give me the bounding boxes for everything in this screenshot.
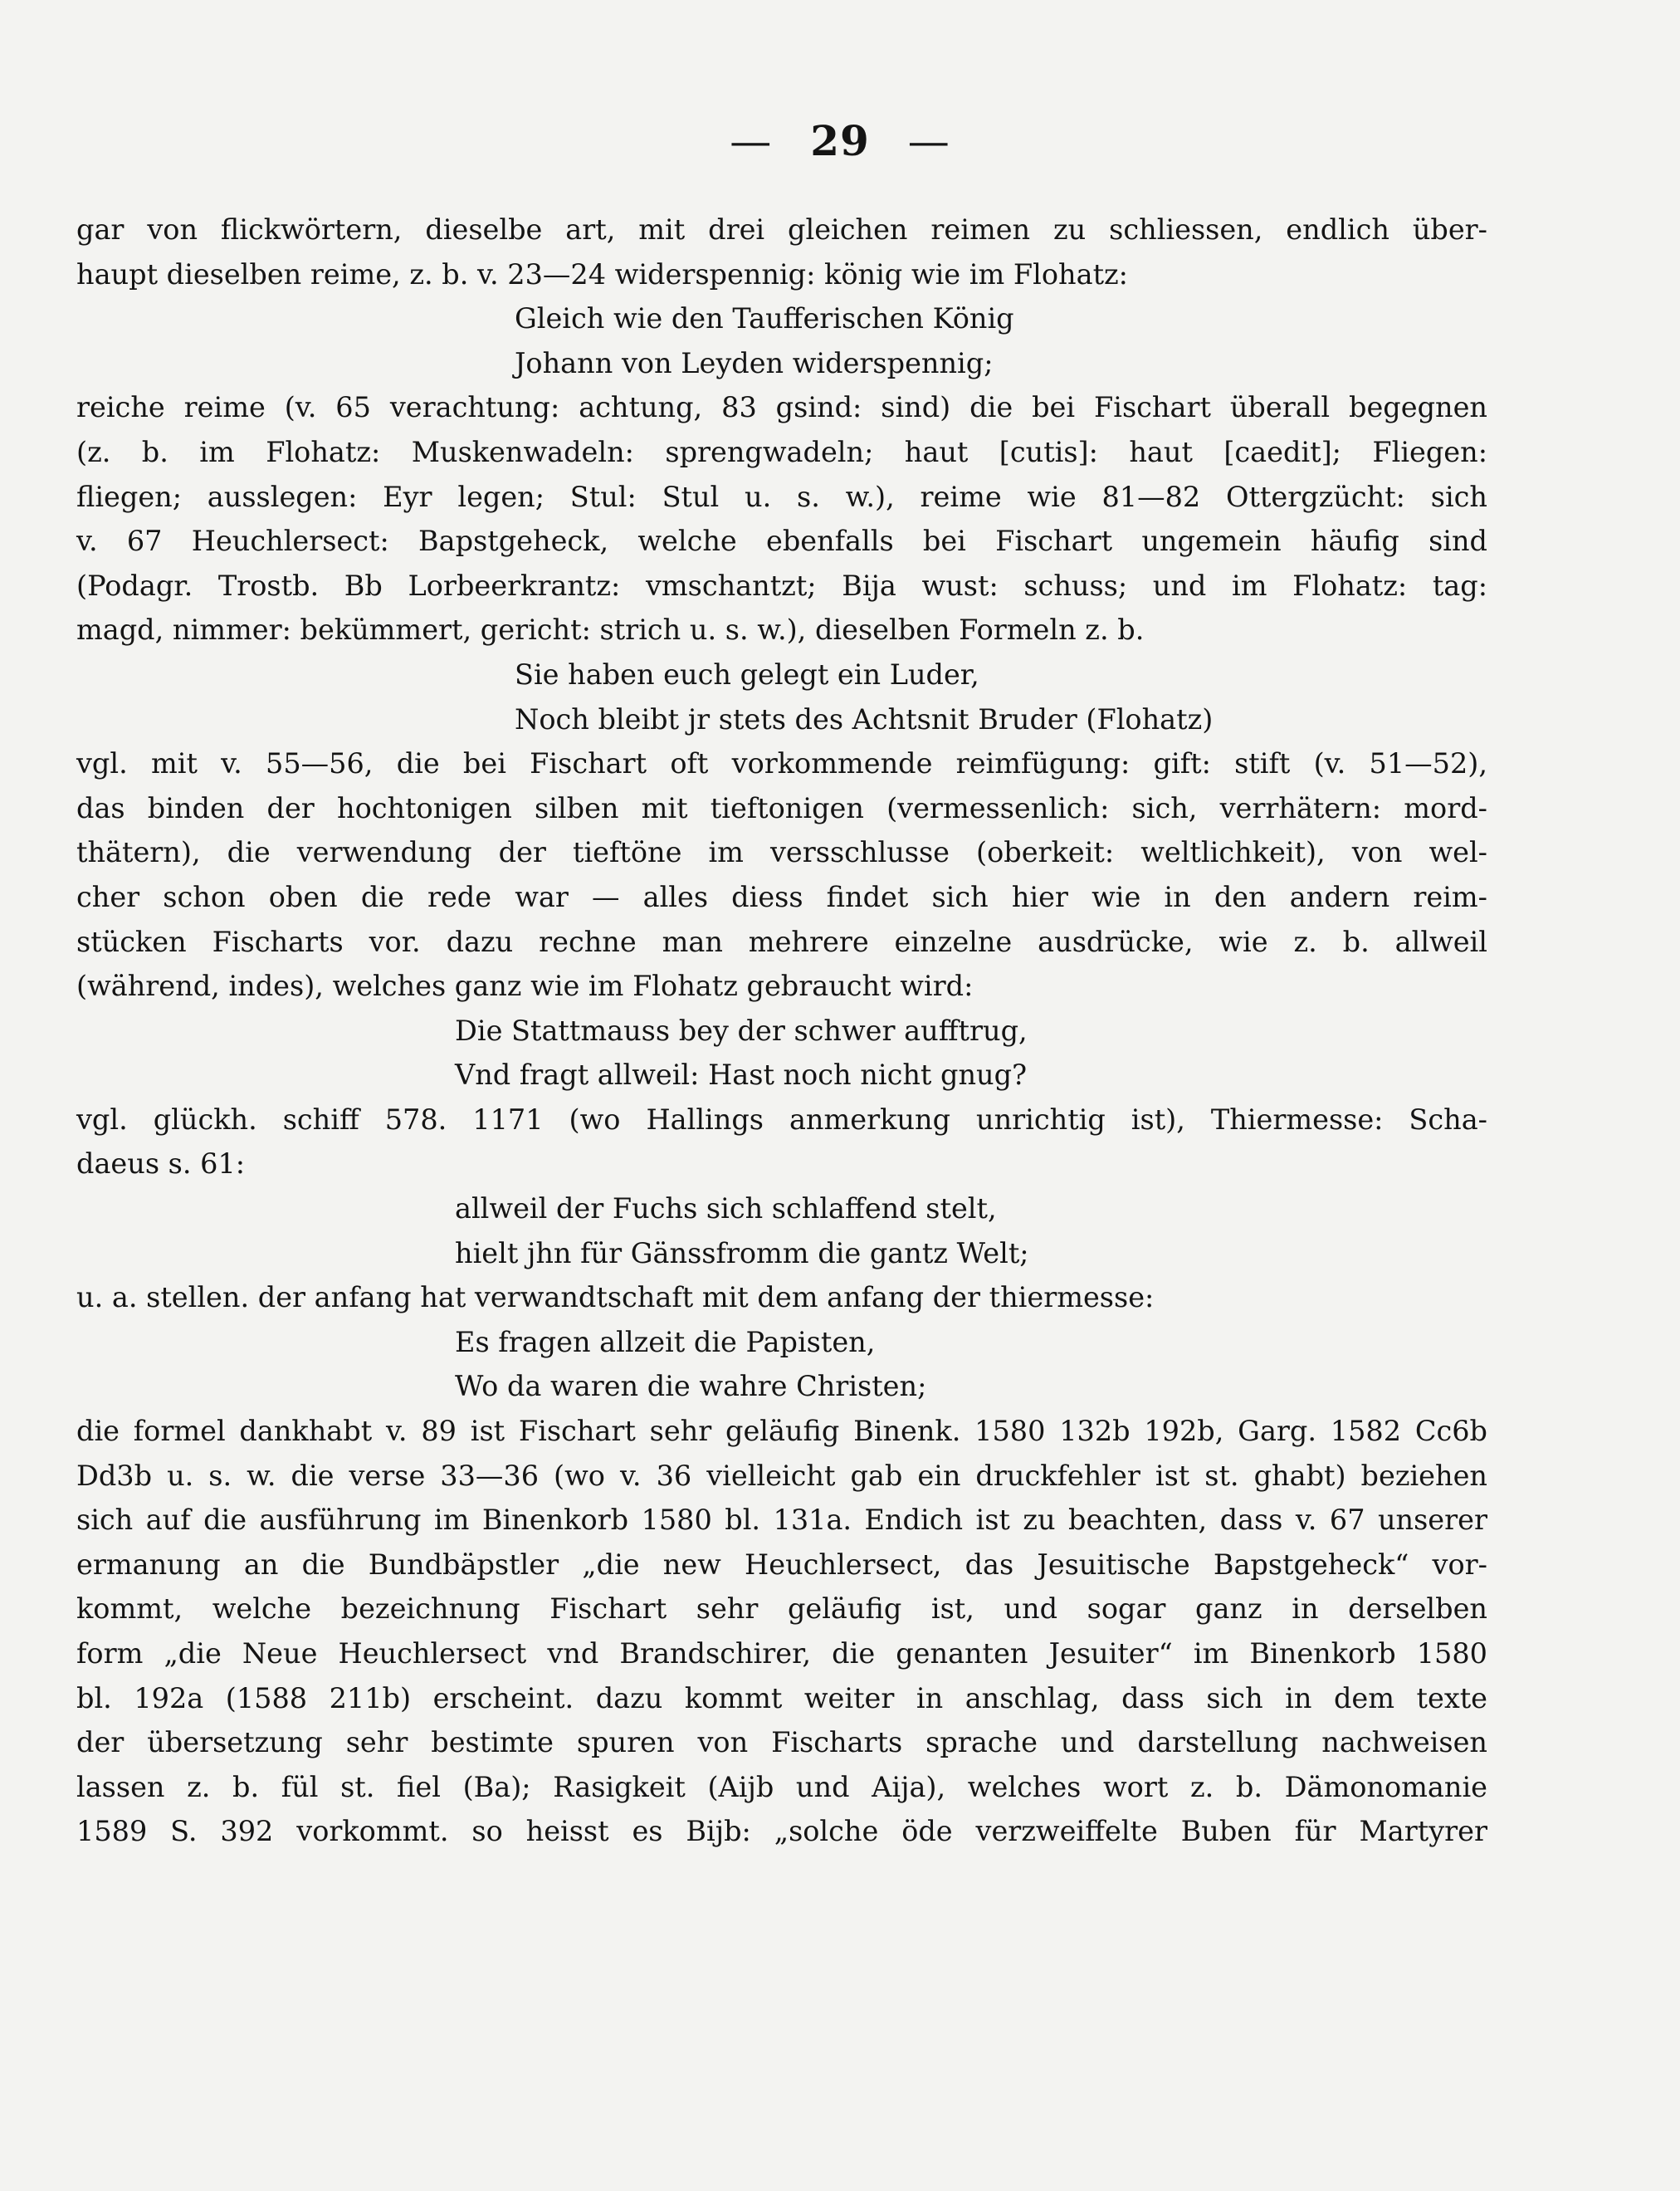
text-line: stücken Fischarts vor. dazu rechne man mehrere einzelne ausdrücke, wie z. b. allweil <box>76 925 1487 958</box>
text-line: sich auf die ausführung im Binenkorb 1580 bl. 131a. Endich ist zu beachten, dass v. 67 unserer <box>76 1504 1487 1537</box>
text-line: Dd3b u. s. w. die verse 33—36 (wo v. 36 vielleicht gab ein druckfehler ist st. ghabt) beziehen <box>76 1459 1487 1492</box>
body-text <box>76 208 1487 1854</box>
text-line: 1589 S. 392 vorkommt. so heisst es Bijb: „solche öde verzweiffelte Buben für Martyrer <box>76 1815 1487 1848</box>
text-line: kommt, welche bezeichnung Fischart sehr geläufig ist, und sogar ganz in derselben <box>76 1592 1487 1626</box>
quoted-verse-line: Vnd fragt allweil: Hast noch nicht gnug? <box>455 1059 1028 1092</box>
quoted-verse-line: Gleich wie den Taufferischen König <box>515 302 1014 335</box>
quoted-verse-line: Wo da waren die wahre Christen; <box>455 1370 927 1403</box>
text-line: bl. 192a (1588 211b) erscheint. dazu kommt weiter in anschlag, dass sich in dem texte <box>76 1681 1487 1714</box>
text-line: der übersetzung sehr bestimte spuren von Fischarts sprache und darstellung nachweisen <box>76 1726 1487 1759</box>
quoted-verse-line: Es fragen allzeit die Papisten, <box>455 1325 876 1358</box>
text-line: vgl. glückh. schiff 578. 1171 (wo Hallings anmerkung unrichtig ist), Thiermesse: Scha- <box>76 1103 1487 1136</box>
text-line: haupt dieselben reime, z. b. v. 23—24 widerspennig: könig wie im Flohatz: <box>76 257 1128 291</box>
text-line: fliegen; ausslegen: Eyr legen; Stul: Stul u. s. w.), reime wie 81—82 Ottergzücht: sich <box>76 480 1487 513</box>
text-line: form „die Neue Heuchlersect vnd Brandschirer, die genanten Jesuiter“ im Binenkorb 1580 <box>76 1637 1487 1670</box>
text-line: (Podagr. Trostb. Bb Lorbeerkrantz: vmschantzt; Bija wust: schuss; und im Flohatz: tag: <box>76 569 1487 602</box>
page-number: 29 <box>810 116 870 165</box>
text-line: daeus s. 61: <box>76 1147 246 1181</box>
quoted-verse-line: allweil der Fuchs sich schlaffend stelt, <box>455 1192 997 1225</box>
text-line: magd, nimmer: bekümmert, gericht: strich u. s. w.), dieselben Formeln z. b. <box>76 614 1145 647</box>
text-line: (während, indes), welches ganz wie im Flohatz gebraucht wird: <box>76 970 974 1003</box>
text-line: lassen z. b. fül st. fiel (Ba); Rasigkeit (Aijb und Aija), welches wort z. b. Dämonomanie <box>76 1770 1487 1803</box>
text-line: (z. b. im Flohatz: Muskenwadeln: sprengwadeln; haut [cutis]: haut [caedit]; Fliegen: <box>76 435 1487 468</box>
text-line: gar von flickwörtern, dieselbe art, mit drei gleichen reimen zu schliessen, endlich über- <box>76 213 1487 246</box>
page-header <box>0 116 1680 165</box>
quoted-verse-line: Sie haben euch gelegt ein Luder, <box>515 658 979 691</box>
quoted-verse-line: hielt jhn für Gänssfromm die gantz Welt; <box>455 1236 1029 1269</box>
text-line: vgl. mit v. 55—56, die bei Fischart oft vorkommende reimfügung: gift: stift (v. 51—52), <box>76 747 1487 780</box>
text-line: reiche reime (v. 65 verachtung: achtung, 83 gsind: sind) die bei Fischart überall begegnen <box>76 391 1487 424</box>
text-line: die formel dankhabt v. 89 ist Fischart sehr geläufig Binenk. 1580 132b 192b, Garg. 1582 Cc6b <box>76 1415 1487 1448</box>
header-dash-right: — <box>907 117 950 165</box>
quoted-verse-line: Johann von Leyden widerspennig; <box>515 346 994 379</box>
text-line: das binden der hochtonigen silben mit tieftonigen (vermessenlich: sich, verrhätern: mord- <box>76 791 1487 824</box>
text-line: u. a. stellen. der anfang hat verwandtschaft mit dem anfang der thiermesse: <box>76 1281 1155 1314</box>
quoted-verse-line: Noch bleibt jr stets des Achtsnit Bruder (Flohatz) <box>515 702 1214 736</box>
text-line: cher schon oben die rede war — alles diess findet sich hier wie in den andern reim- <box>76 880 1487 913</box>
text-line: v. 67 Heuchlersect: Bapstgeheck, welche ebenfalls bei Fischart ungemein häufig sind <box>76 525 1487 558</box>
header-dash-left: — <box>730 117 773 165</box>
text-line: ermanung an die Bundbäpstler „die new Heuchlersect, das Jesuitische Bapstgeheck“ vor- <box>76 1548 1487 1581</box>
text-line: thätern), die verwendung der tieftöne im versschlusse (oberkeit: weltlichkeit), von wel- <box>76 836 1487 869</box>
quoted-verse-line: Die Stattmauss bey der schwer aufftrug, <box>455 1014 1028 1047</box>
